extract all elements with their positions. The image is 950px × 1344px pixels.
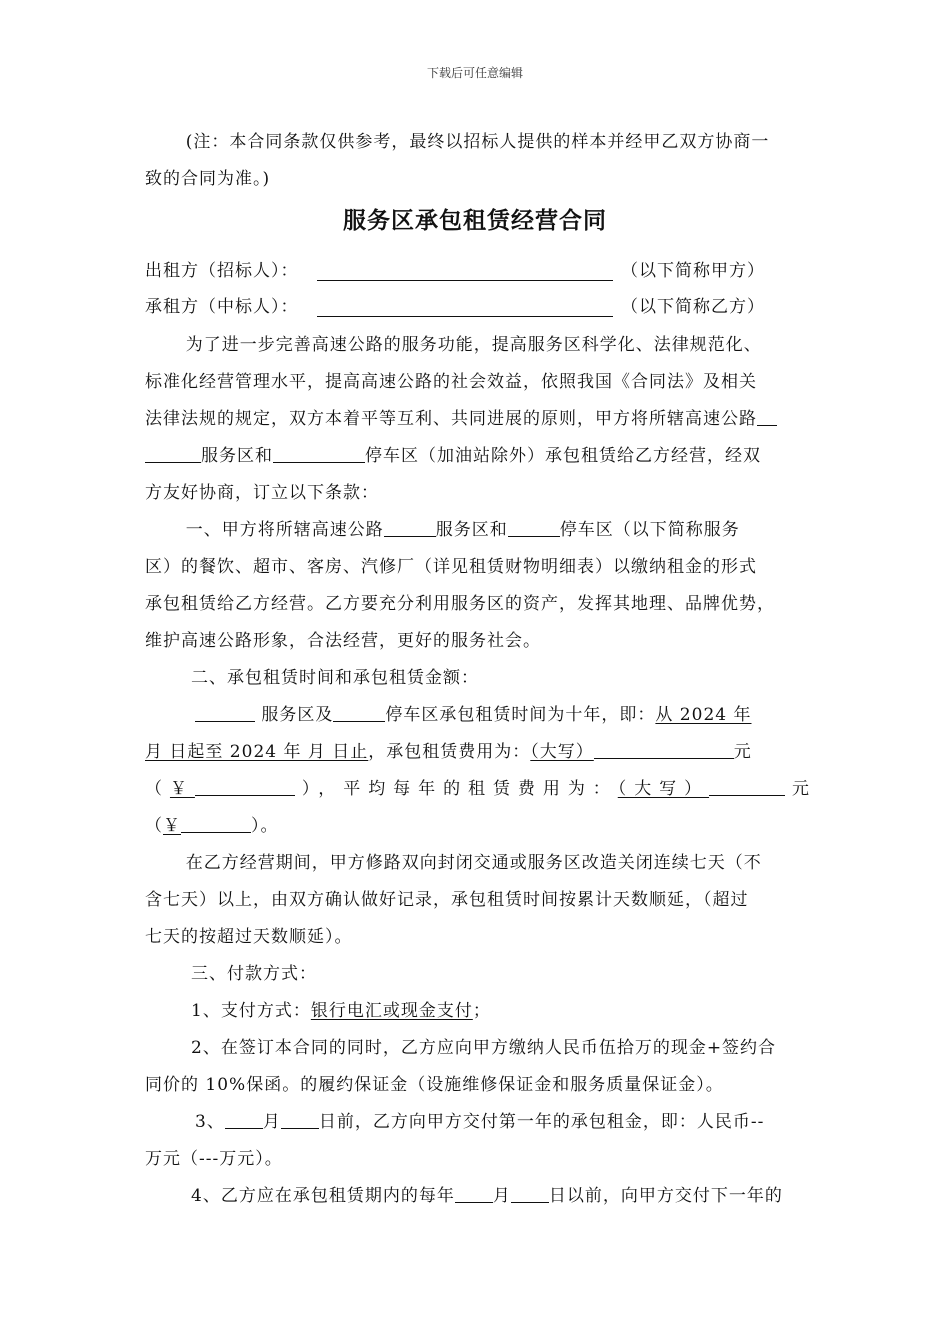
lessor-row [145, 253, 810, 289]
clause2-yen-blank-2[interactable] [181, 814, 251, 833]
clause2-start-date: 从 2024 年 [655, 705, 752, 725]
clause2-parking-blank[interactable] [333, 703, 385, 722]
lessee-row [145, 289, 810, 325]
clause2-paren-close: ）。 [251, 816, 279, 836]
parties-block [145, 253, 810, 325]
clause2-heading: 二、承包租赁时间和承包租赁金额： [191, 668, 479, 688]
page-header: 下载后可任意编辑 [426, 66, 523, 80]
clause2-period: 月 日起至 2024 年 月 日止 [145, 742, 369, 762]
highway-blank-a[interactable] [757, 407, 777, 426]
lessor-label: 出租方（招标人）： [145, 261, 299, 281]
clause3-item-1a: 1、支付方式： [191, 1001, 311, 1021]
clause1-line-3: 承包租赁给乙方经营。乙方要充分利用服务区的资产，发挥其地理、品牌优势， [145, 594, 775, 614]
clause3-item-4a: 4、乙方应在承包租赁期内的每年 [191, 1186, 455, 1206]
clause3-item-3-line-2: 万元（---万元）。 [145, 1149, 283, 1169]
intro-line-4a: 服务区和 [201, 446, 273, 466]
clause3-day-blank-2[interactable] [511, 1184, 549, 1203]
clause2-extension-line-2: 含七天）以上，由双方确认做好记录，承包租赁时间按累计天数顺延，（超过 [145, 890, 749, 910]
intro-line-1: 为了进一步完善高速公路的服务功能，提高服务区科学化、法律规范化、 [185, 335, 762, 355]
clause2-service-blank[interactable] [195, 703, 255, 722]
lessee-label: 承租方（中标人）： [145, 297, 299, 317]
note-block [145, 124, 810, 198]
clause3-item-2-line-2: 同价的 10%保函。的履约保证金（设施维修保证金和服务质量保证金）。 [145, 1075, 724, 1095]
intro-line-4 [145, 438, 810, 475]
clause2-line-1b: 停车区承包租赁时间为十年，即： [385, 705, 656, 725]
clause-1 [145, 512, 810, 660]
clause3-item-3c: 日前，乙方向甲方交付第一年的承包租金，即：人民币-- [318, 1112, 765, 1132]
clause3-item-1c: ； [472, 1001, 491, 1021]
clause1-line-1c: 停车区（以下简称服务 [559, 520, 740, 540]
intro-line-3-text: 法律法规的规定，双方本着平等互利、共同进展的原则，甲方将所辖高速公路 [145, 409, 757, 429]
contract-title: 服务区承包租赁经营合同 [343, 207, 607, 234]
clause1-service-blank[interactable] [384, 518, 436, 537]
clause1-line-1 [145, 512, 810, 549]
intro-paragraph [145, 327, 810, 512]
intro-line-3 [145, 401, 810, 438]
clause1-line-1b: 服务区和 [435, 520, 508, 540]
clause2-yen-1: ￥ [169, 779, 195, 799]
clause2-annual-caps-blank[interactable] [709, 777, 785, 796]
clause2-extension-line-1: 在乙方经营期间，甲方修路双向封闭交通或服务区改造关闭连续七天（不 [185, 853, 762, 873]
lessee-blank[interactable] [317, 316, 613, 317]
clause2-line-2 [145, 734, 810, 771]
clause2-amount-caps-label: （大写） [530, 742, 594, 762]
clause3-heading: 三、付款方式： [191, 964, 317, 984]
clause2-amount-caps-blank[interactable] [594, 740, 734, 759]
clause2-line-2b: ，承包租赁费用为： [368, 742, 531, 762]
clause3-item-4c: 日以前，向甲方交付下一年的 [548, 1186, 783, 1206]
lessee-tail: （以下简称乙方） [621, 297, 765, 317]
clause-3 [145, 956, 810, 1215]
clause1-parking-blank[interactable] [508, 518, 560, 537]
clause2-extension-line-3: 七天的按超过天数顺延）。 [145, 927, 353, 947]
clause2-line-3c: ），平均每年的租赁费用为： [294, 779, 618, 799]
clause3-payment-method: 银行电汇或现金支付 [310, 1001, 473, 1021]
clause2-annual-caps-label: （大写） [617, 779, 710, 799]
clause2-yen-blank-1[interactable] [195, 777, 295, 796]
clause3-item-1 [145, 993, 810, 1030]
clause1-line-4: 维护高速公路形象，合法经营，更好的服务社会。 [145, 631, 541, 651]
clause3-item-4 [145, 1178, 810, 1215]
clause1-line-1a: 一、甲方将所辖高速公路 [185, 520, 384, 540]
clause2-yuan-1: 元 [733, 742, 752, 762]
clause3-item-4b: 月 [492, 1186, 511, 1206]
clause2-yen-2: ￥ [163, 816, 181, 836]
clause3-month-blank-2[interactable] [455, 1184, 493, 1203]
clause2-paren-open-1: （ [145, 779, 170, 799]
clause3-item-2-line-1: 2、在签订本合同的同时，乙方应向甲方缴纳人民币伍拾万的现金+签约合 [191, 1038, 777, 1058]
clause2-yuan-2: 元 [785, 779, 811, 799]
clause-2 [145, 660, 810, 956]
intro-line-2: 标准化经营管理水平，提高高速公路的社会效益，依照我国《合同法》及相关 [145, 372, 757, 392]
lessor-tail: （以下简称甲方） [621, 261, 765, 281]
lessor-blank[interactable] [317, 280, 613, 281]
intro-line-5: 方友好协商，订立以下条款： [145, 483, 379, 503]
clause2-line-1a: 服务区及 [261, 705, 334, 725]
clause2-line-4 [145, 808, 810, 845]
intro-line-4b: 停车区（加油站除外）承包租赁给乙方经营，经双 [365, 446, 761, 466]
clause2-paren-open-2: （ [145, 816, 163, 836]
clause1-line-2: 区）的餐饮、超市、客房、汽修厂（详见租赁财物明细表）以缴纳租金的形式 [145, 557, 757, 577]
note-line-1: (注：本合同条款仅供参考，最终以招标人提供的样本并经甲乙双方协商一 [185, 132, 770, 152]
clause3-month-blank-1[interactable] [225, 1110, 263, 1129]
parking-blank[interactable] [273, 444, 365, 463]
highway-blank-b[interactable] [145, 444, 201, 463]
clause2-line-3 [145, 771, 810, 808]
clause3-day-blank-1[interactable] [281, 1110, 319, 1129]
clause3-item-3b: 月 [262, 1112, 281, 1132]
note-line-2: 致的合同为准。) [145, 169, 271, 189]
clause3-item-3 [145, 1104, 810, 1141]
clause2-line-1 [145, 697, 810, 734]
clause3-item-3a: 3、 [195, 1112, 225, 1132]
